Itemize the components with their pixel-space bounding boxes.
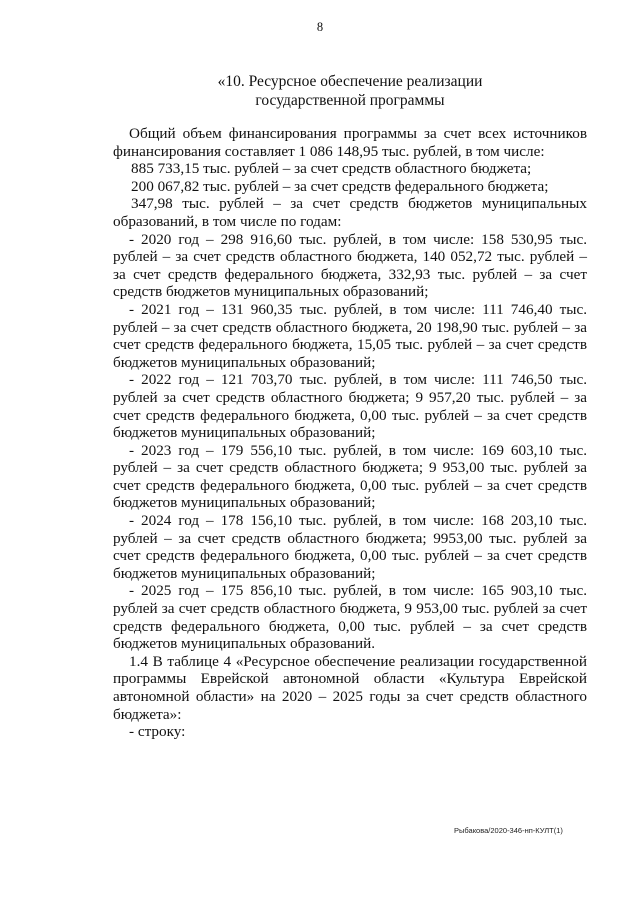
paragraph-year-2025: - 2025 год – 175 856,10 тыс. рублей, в том числе: 165 903,10 тыс. рублей за счет средств областного бюджета, 9 953,00 тыс. рублей за счет средств федерального бюджета, 0,00 тыс. рублей – за счет средств бюджетов муниципальных образований. xyxy=(113,582,587,653)
paragraph-total-funding: Общий объем финансирования программы за счет всех источников финансирования составляет 1 086 148,95 тыс. рублей, в том числе: xyxy=(113,125,587,160)
paragraph-row-label: - строку: xyxy=(129,723,186,741)
paragraph-year-2024: - 2024 год – 178 156,10 тыс. рублей, в том числе: 168 203,10 тыс. рублей – за счет средств областного бюджета; 9953,00 тыс. рублей за счет средств федерального бюджета, 0,00 тыс. рублей – за счет средств бюджетов муниципальных образований; xyxy=(113,512,587,582)
paragraph-year-2021: - 2021 год – 131 960,35 тыс. рублей, в том числе: 111 746,40 тыс. рублей – за счет средств областного бюджета, 20 198,90 тыс. рублей – за счет средств федерального бюджета, 15,05 тыс. рублей – за счет средств бюджетов муниципальных образований; xyxy=(113,300,587,371)
paragraph-table-4-amendment: 1.4 В таблице 4 «Ресурсное обеспечение реализации государственной программы Еврейской автономной области «Культура Еврейской автономной области» на 2020 – 2025 годы за счет средств областного бюджета»: xyxy=(113,652,587,723)
body-text xyxy=(113,125,587,741)
section-heading-line-2: государственной программы xyxy=(255,92,445,109)
page-number: 8 xyxy=(316,20,324,34)
paragraph-federal-budget: 200 067,82 тыс. рублей – за счет средств федерального бюджета; xyxy=(131,177,549,195)
paragraph-municipal-budget: 347,98 тыс. рублей – за счет средств бюджетов муниципальных образований, в том числе по годам: xyxy=(113,195,587,230)
paragraph-year-2023: - 2023 год – 179 556,10 тыс. рублей, в том числе: 169 603,10 тыс. рублей – за счет средств областного бюджета; 9 953,00 тыс. рублей за счет средств федерального бюджета, 0,00 тыс. рублей – за счет средств бюджетов муниципальных образований; xyxy=(113,441,587,512)
paragraph-year-2022: - 2022 год – 121 703,70 тыс. рублей, в том числе: 111 746,50 тыс. рублей за счет средств областного бюджета; 9 957,20 тыс. рублей – за счет средств федерального бюджета, 0,00 тыс. рублей – за счет средств бюджетов муниципальных образований; xyxy=(113,371,587,442)
section-heading xyxy=(100,72,600,110)
section-heading-line-1: «10. Ресурсное обеспечение реализации xyxy=(217,73,483,90)
paragraph-year-2020: - 2020 год – 298 916,60 тыс. рублей, в том числе: 158 530,95 тыс. рублей – за счет средств областного бюджета, 140 052,72 тыс. рублей – за счет средств федерального бюджета, 332,93 тыс. рублей – за счет средств бюджетов муниципальных образований; xyxy=(113,230,587,301)
document-footer-reference: Рыбакова/2020-346-нп-КУЛТ(1) xyxy=(454,826,563,835)
paragraph-regional-budget: 885 733,15 тыс. рублей – за счет средств областного бюджета; xyxy=(131,160,532,178)
